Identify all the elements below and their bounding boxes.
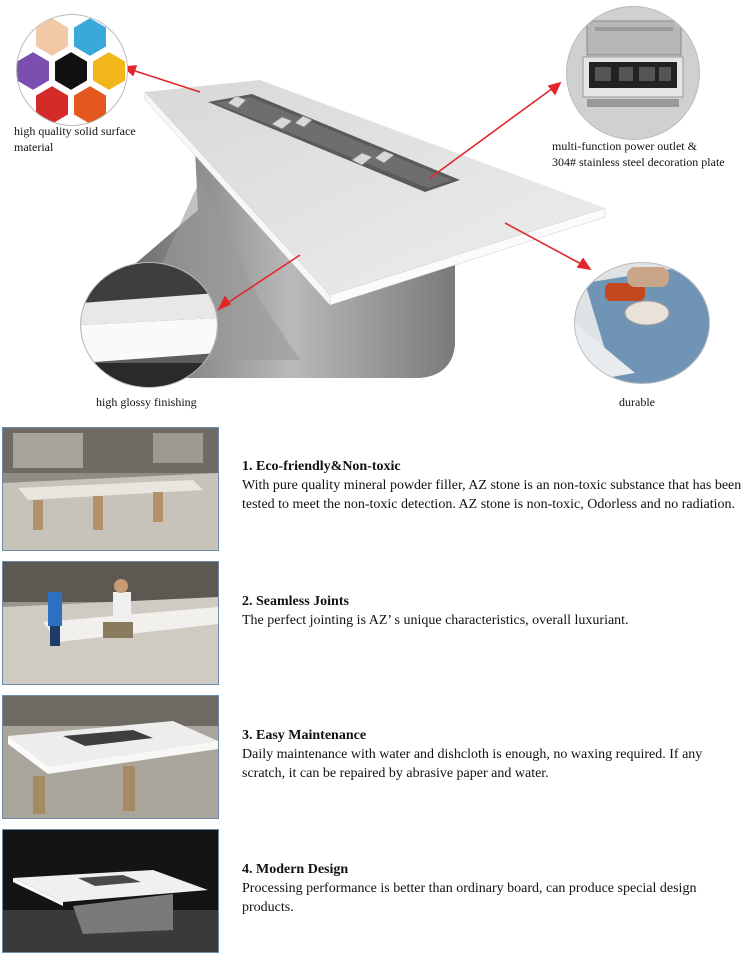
power-outlet-image — [566, 6, 700, 140]
workshop-tables-icon — [3, 428, 218, 550]
power-outlet-icon — [567, 7, 699, 139]
modern-design-photo — [2, 829, 219, 953]
feature-title: 4. Modern Design — [242, 862, 349, 877]
feature-item — [242, 592, 747, 630]
feature-title: 2. Seamless Joints — [242, 594, 349, 609]
feature-description: The perfect jointing is AZ’ s unique characteristics, overall luxuriant. — [242, 613, 629, 628]
feature-item — [242, 860, 747, 917]
feature-title: 1. Eco-friendly&Non-toxic — [242, 459, 401, 474]
white-table-icon — [3, 696, 218, 818]
seamless-joint-photo — [2, 561, 219, 685]
feature-description: Daily maintenance with water and dishcloth is enough, no waxing required. If any scratch, it can be repaired by abrasive paper and water. — [242, 747, 703, 781]
feature-description: With pure quality mineral powder filler, AZ stone is an non-toxic substance that has been tested to meet the non-toxic detection. AZ stone is non-toxic, Odorless and no radiation. — [242, 478, 742, 512]
glossy-edge-icon — [81, 263, 217, 387]
feature-description: Processing performance is better than ordinary board, can produce special design products. — [242, 881, 697, 915]
grinder-icon — [575, 263, 709, 383]
solid-surface-swatch-image — [16, 14, 128, 126]
outlet-callout-line1: multi-function power outlet & — [552, 139, 697, 153]
durable-callout: durable — [619, 395, 655, 409]
finished-table-photo — [2, 695, 219, 819]
outlet-callout-line2: 304# stainless steel decoration plate — [552, 155, 725, 169]
hexagon-swatches-icon — [17, 15, 127, 125]
durable-image — [574, 262, 710, 384]
glossy-edge-image — [80, 262, 218, 388]
feature-item — [242, 726, 747, 783]
factory-workshop-photo — [2, 427, 219, 551]
surface-callout: high quality solid surface material — [14, 124, 136, 154]
outlet-callout — [552, 138, 750, 170]
feature-title: 3. Easy Maintenance — [242, 728, 367, 743]
workers-joining-icon — [3, 562, 218, 684]
glossy-callout: high glossy finishing — [96, 395, 197, 409]
modern-table-icon — [3, 830, 218, 952]
feature-item — [242, 457, 747, 514]
